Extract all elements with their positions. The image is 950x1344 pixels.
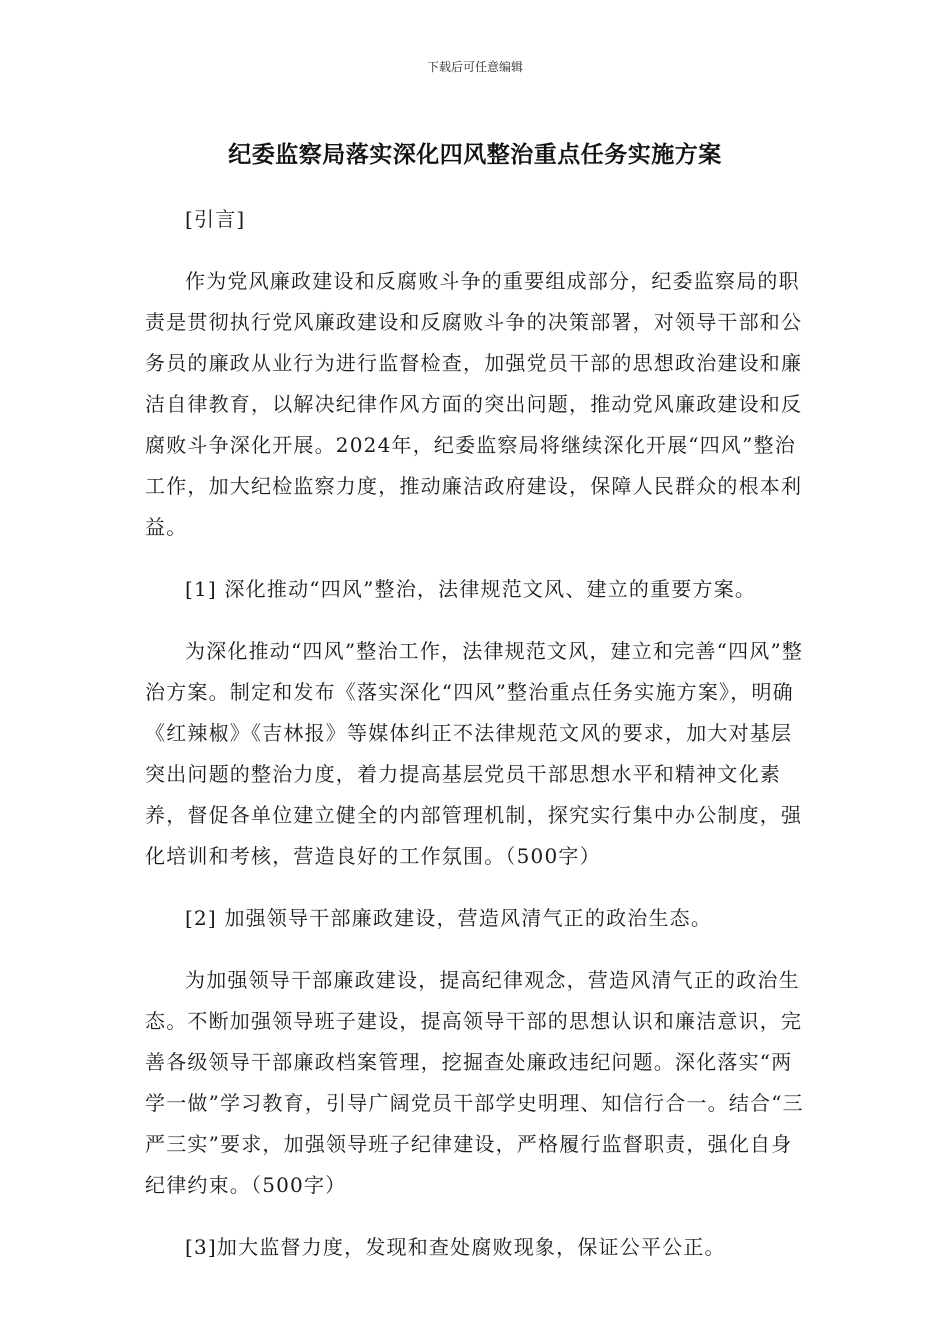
section-heading-2: [2] 加强领导干部廉政建设，营造风清气正的政治生态。 (185, 906, 713, 930)
document-body (145, 199, 810, 1268)
section-heading-1: [1] 深化推动“四风”整治，法律规范文风、建立的重要方案。 (185, 577, 757, 601)
section-heading-3: [3]加大监督力度，发现和查处腐败现象，保证公平公正。 (185, 1235, 726, 1259)
intro-label: [引言] (185, 207, 246, 231)
paragraph-section-1: 为深化推动“四风”整治工作，法律规范文风，建立和完善“四风”整治方案。制定和发布《落实深化“四风”整治重点任务实施方案》，明确《红辣椒》《吉林报》等媒体纠正不法律规范文风的要求，加大对基层突出问题的整治力度，着力提高基层党员干部思想水平和精神文化素养，督促各单位建立健全的内部管理机制，探究实行集中办公制度，强化培训和考核，营造良好的工作氛围。（500字） (145, 639, 804, 868)
paragraph-intro: 作为党风廉政建设和反腐败斗争的重要组成部分，纪委监察局的职责是贯彻执行党风廉政建设和反腐败斗争的决策部署，对领导干部和公务员的廉政从业行为进行监督检查，加强党员干部的思想政治建设和廉洁自律教育，以解决纪律作风方面的突出问题，推动党风廉政建设和反腐败斗争深化开展。2024年，纪委监察局将继续深化开展“四风”整治工作，加大纪检监察力度，推动廉洁政府建设，保障人民群众的根本利益。 (145, 269, 803, 539)
header-note: 下载后可任意编辑 (426, 60, 523, 74)
paragraph-section-2: 为加强领导干部廉政建设，提高纪律观念，营造风清气正的政治生态。不断加强领导班子建设，提高领导干部的思想认识和廉洁意识，完善各级领导干部廉政档案管理，挖掘查处廉政违纪问题。深化落实“两学一做”学习教育，引导广阔党员干部学史明理、知信行合一。结合“三严三实”要求，加强领导班子纪律建设，严格履行监督职责，强化自身纪律约束。（500字） (145, 968, 804, 1197)
document-title: 纪委监察局落实深化四风整治重点任务实施方案 (228, 142, 722, 168)
